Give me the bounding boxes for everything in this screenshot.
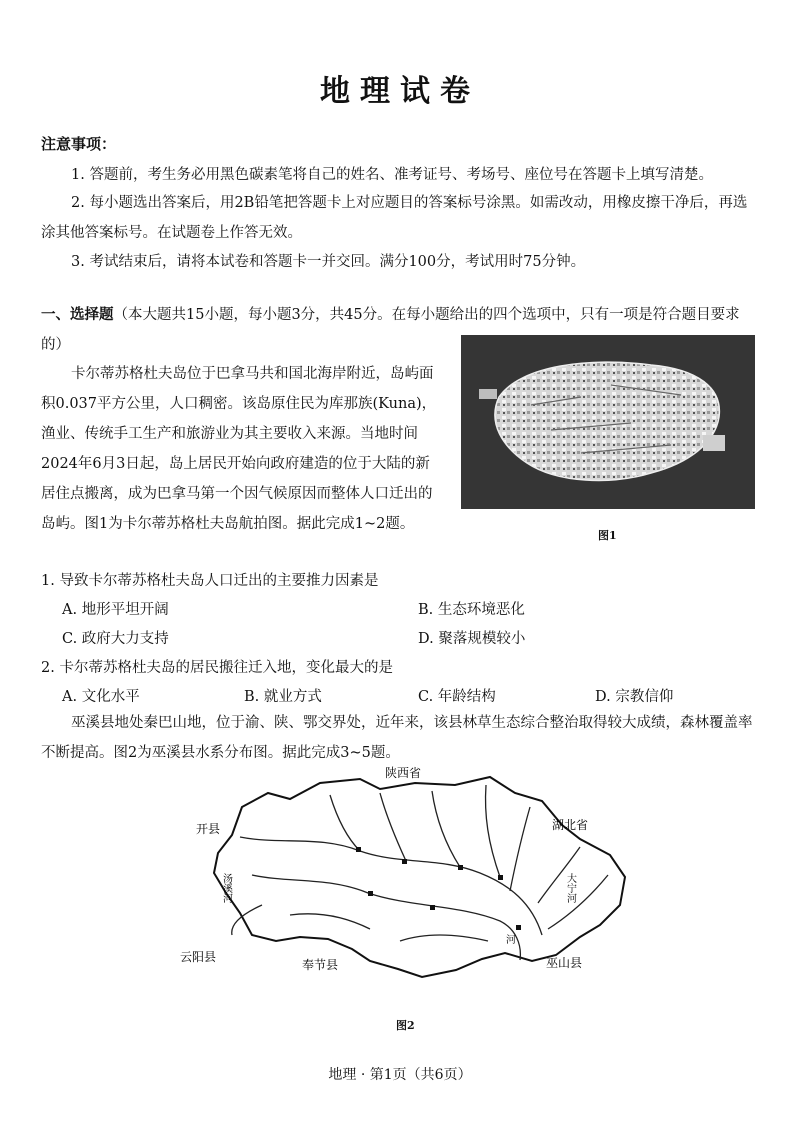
figure-2-river-map [170, 765, 640, 1005]
label-river: 河 [506, 935, 516, 946]
question-2-option-d: D. 宗教信仰 [595, 689, 674, 705]
notice-item-2: 2. 每小题选出答案后，用2B铅笔把答题卡上对应题目的答案标号涂黑。如需改动，用橡皮擦干净后，再选涂其他答案标号。在试题卷上作答无效。 [41, 195, 748, 241]
label-fengjie: 奉节县 [302, 958, 339, 972]
county-boundary [214, 777, 625, 977]
figure-2-caption: 图2 [396, 1019, 415, 1032]
question-1-option-c: C. 政府大力支持 [62, 631, 169, 647]
question-2-option-b: B. 就业方式 [244, 689, 322, 705]
question-1-option-a: A. 地形平坦开阔 [62, 602, 169, 618]
question-1-stem: 1. 导致卡尔蒂苏格杜夫岛人口迁出的主要推力因素是 [41, 573, 379, 589]
question-2-option-c: C. 年龄结构 [418, 689, 496, 705]
passage-2: 巫溪县地处秦巴山地，位于渝、陕、鄂交界处，近年来，该县林草生态综合整治取得较大成绩，森林覆盖率不断提高。图2为巫溪县水系分布图。据此完成3~5题。 [41, 715, 753, 761]
label-yunyang: 云阳县 [180, 950, 217, 964]
section-1-heading: 一、选择题 [41, 306, 114, 323]
figure-1-caption: 图1 [598, 529, 617, 542]
page-footer: 地理 · 第1页（共6页） [328, 1067, 472, 1083]
question-2-option-a: A. 文化水平 [62, 689, 140, 705]
label-shaanxi: 陕西省 [385, 766, 422, 780]
notice-item-1: 1. 答题前，考生务必用黑色碳素笔将自己的姓名、准考证号、考场号、座位号在答题卡上填写清楚。 [71, 167, 713, 183]
notice-heading: 注意事项： [41, 135, 117, 153]
label-river-tangxi: 汤溪河 [220, 873, 232, 903]
page-title: 地理试卷 [320, 74, 480, 109]
notice-item-3: 3. 考试结束后，请将本试卷和答题卡一并交回。满分100分，考试用时75分钟。 [71, 254, 586, 270]
passage-1: 卡尔蒂苏格杜夫岛位于巴拿马共和国北海岸附近，岛屿面积0.037平方公里，人口稠密。该岛原住民为库那族(Kuna)，渔业、传统手工生产和旅游业为其主要收入来源。当地时间2024年6月3日起，岛上居民开始向政府建造的位于大陆的新居住点搬离，成为巴拿马第一个因气候原因而整体人口迁出的岛屿。图1为卡尔蒂苏格杜夫岛航拍图。据此完成1~2题。 [41, 366, 437, 532]
label-kaixian: 开县 [196, 822, 221, 836]
section-1-desc: （本大题共15小题，每小题3分，共45分。在每小题给出的四个选项中，只有一项是符合题目要求的） [41, 307, 740, 353]
question-1-option-d: D. 聚落规模较小 [418, 631, 526, 647]
label-hubei: 湖北省 [552, 818, 589, 832]
question-2-stem: 2. 卡尔蒂苏格杜夫岛的居民搬往迁入地，变化最大的是 [41, 660, 393, 676]
label-wushan: 巫山县 [546, 956, 583, 970]
reservoir-markers [356, 847, 521, 930]
question-1-option-b: B. 生态环境恶化 [418, 602, 525, 618]
label-river-daning: 大宁河 [564, 873, 576, 903]
figure-1-aerial-photo [461, 335, 755, 509]
